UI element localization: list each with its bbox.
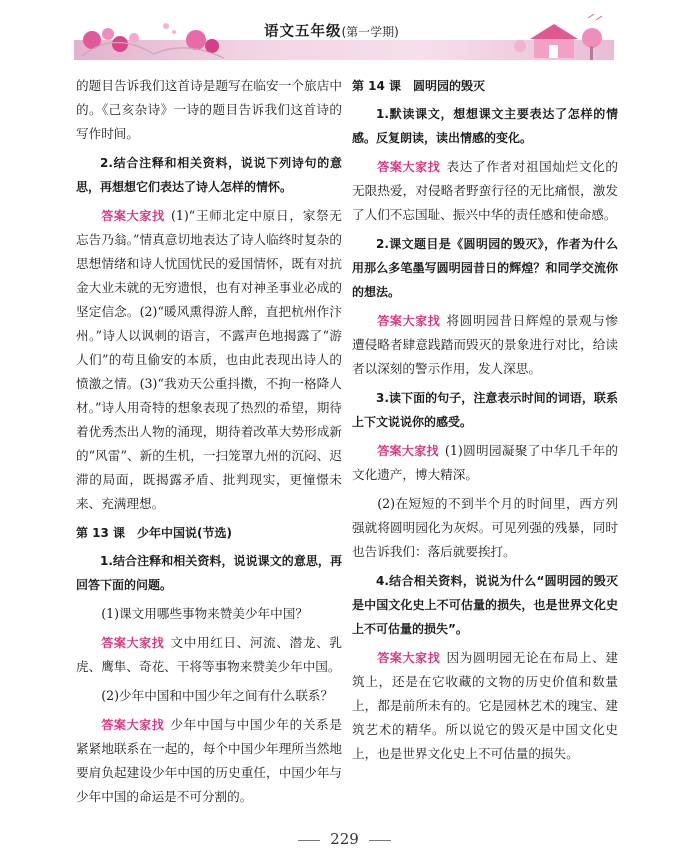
divider <box>298 840 320 841</box>
answer-4 <box>352 646 618 766</box>
answer-label: 答案大家找 <box>101 209 165 223</box>
answer-text: (1)“王师北定中原日，家祭无忘告乃翁。”情真意切地表达了诗人临终时复杂的思想情绪和诗人忧国忧民的爱国情怀，既有对抗金大业未就的无穷遗恨，也有对神圣事业必成的坚定信念。(2)“暖风熏得游人醉，直把杭州作汴州。”诗人以讽刺的语言，不露声色地揭露了“游人们”的苟且偷安的本质，也由此表现出诗人的愤激之情。(3)“我劝天公重抖擞，不拘一格降人材。”诗人用奇特的想象表现了热烈的希望，期待着优秀杰出人物的涌现，期待着改革大势形成新的“风雷”、新的生机，一扫笼罩九州的沉闷、迟滞的局面，既揭露矛盾、批判现实，更憧憬未来、充满理想。 <box>76 208 342 511</box>
book-title: 语文五年级(第一学期) <box>264 24 399 40</box>
house-decoration-right <box>504 10 614 64</box>
left-column <box>76 74 342 814</box>
answer-label: 答案大家找 <box>101 718 165 732</box>
answer-3 <box>352 439 618 487</box>
answer-text: 文中用红日、河流、潜龙、乳虎、鹰隼、奇花、干将等事物来赞美少年中国。 <box>76 635 342 674</box>
divider <box>369 840 391 841</box>
question-1: 1.默读课文，想想课文主要表达了怎样的情感。反复朗读，读出情感的变化。 <box>352 107 618 145</box>
answer-label: 答案大家找 <box>377 314 441 328</box>
answer-text: 因为圆明园无论在布局上、建筑上，还是在它收藏的文物的历史价值和数量上，都是前所未有的。它是园林艺术的瑰宝、建筑艺术的精华。所以说它的毁灭是中国文化史上，也是世界文化史上不可估量的损失。 <box>352 650 618 761</box>
page-number-text: 229 <box>330 830 359 848</box>
question-2: 2.课文题目是《圆明园的毁灭》，作者为什么用那么多笔墨写圆明园昔日的辉煌？和同学交流你的想法。 <box>352 237 618 299</box>
answer-2 <box>76 204 342 516</box>
answer-sub-2 <box>76 713 342 809</box>
answer-label: 答案大家找 <box>101 636 165 650</box>
answer-label: 答案大家找 <box>377 651 441 665</box>
question-4: 4.结合相关资料，说说为什么“圆明园的毁灭是中国文化史上不可估量的损失，也是世界文化史上不可估量的损失”。 <box>352 574 618 636</box>
page-number <box>0 830 689 848</box>
lesson-heading: 第 14 课 圆明园的毁灭 <box>352 79 486 93</box>
answer-label: 答案大家找 <box>377 444 439 458</box>
answer-3-continued: (2)在短短的不到半个月的时间里，西方列强就将圆明园化为灰烬。可见列强的残暴，同时也告诉我们：落后就要挨打。 <box>352 496 618 559</box>
answer-label: 答案大家找 <box>377 160 441 174</box>
flower-decoration-left <box>74 10 234 64</box>
page-header <box>74 10 614 64</box>
answer-text: 表达了作者对祖国灿烂文化的无限热爱，对侵略者野蛮行径的无比痛恨，激发了人们不忘国耻、振兴中华的责任感和使命感。 <box>352 159 618 222</box>
sub-question-1: (1)课文用哪些事物来赞美少年中国？ <box>101 606 308 621</box>
sub-question-2: (2)少年中国和中国少年之间有什么联系？ <box>101 688 334 703</box>
question-2: 2.结合注释和相关资料，说说下列诗句的意思，再想想它们表达了诗人怎样的情怀。 <box>76 156 342 194</box>
right-column <box>352 74 618 771</box>
paragraph: 的题目告诉我们这首诗是题写在临安一个旅店中的。《己亥杂诗》一诗的题目告诉我们这首诗的写作时间。 <box>76 78 342 141</box>
book-subtitle: (第一学期) <box>341 25 399 39</box>
answer-1 <box>76 631 342 679</box>
answer-text: (1)圆明园凝聚了中华几千年的文化遗产，博大精深。 <box>352 443 618 482</box>
lesson-heading: 第 13 课 少年中国说(节选) <box>76 526 233 540</box>
answer-text: 少年中国与中国少年的关系是紧紧地联系在一起的，每个中国少年理所当然地要肩负起建设少年中国的历史重任，中国少年与少年中国的命运是不可分割的。 <box>76 717 342 804</box>
answer-1 <box>352 155 618 227</box>
question-3: 3.读下面的句子，注意表示时间的词语，联系上下文说说你的感受。 <box>352 391 618 429</box>
answer-text: 将圆明园昔日辉煌的景观与惨遭侵略者肆意践踏而毁灭的景象进行对比，给读者以深刻的警示作用，发人深思。 <box>352 313 618 376</box>
answer-2 <box>352 309 618 381</box>
question-1: 1.结合注释和相关资料，说说课文的意思，再回答下面的问题。 <box>76 554 342 592</box>
